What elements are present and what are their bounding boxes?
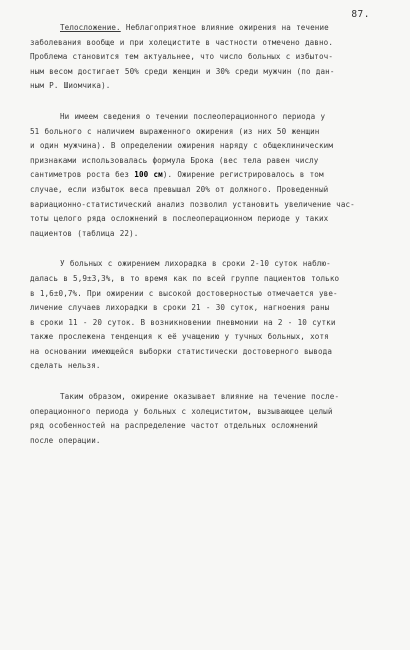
text-line: операционного периода у больных с холециститом, вызывающее целый: [30, 406, 333, 416]
text-line: признаками использовалась формула Брока (вес тела равен числу: [30, 155, 319, 165]
section-heading: Телосложение.: [60, 23, 121, 32]
text-line: пациентов (таблица 22).: [30, 228, 139, 238]
paragraph-fever-stats: [30, 257, 374, 374]
paragraph-constitution: [30, 21, 374, 94]
highlighted-value: 100 см: [134, 170, 163, 180]
text-line: на основании имеющейся выборки статистически достоверного вывода: [30, 346, 332, 356]
text-line: Ни имеем сведения о течении послеоперационного периода у: [60, 111, 326, 121]
text-line: после операции.: [30, 435, 101, 445]
text-line: 51 больного с наличием выраженного ожирения (из них 50 женщин: [30, 126, 320, 136]
page-number: 87.: [351, 9, 370, 20]
text-line: ным Р. Шиомчика).: [30, 81, 111, 91]
text-line: У больных с ожирением лихорадка в сроки 2-10 суток наблю-: [60, 259, 331, 269]
text-line: также прослежена тенденция к её учащению у тучных больных, хотя: [30, 332, 329, 342]
paragraph-obesity-data: [30, 110, 374, 241]
text-line: далась в 5,9±3,3%, в то время как по всей группе пациентов только: [30, 273, 340, 283]
text-line: вариационно-статистический анализ позволил установить увеличение час-: [30, 199, 355, 209]
text-line: случае, если избыток веса превышал 20% от должного. Проведенный: [30, 184, 329, 194]
text-line: в сроки 11 - 20 суток. В возникновении пневмонии на 2 - 10 сутки: [30, 317, 336, 327]
text-line: Проблема становится тем актуальнее, что число больных с избыточ-: [30, 52, 333, 62]
paragraph-conclusion: [30, 390, 374, 448]
text-line: Телосложение. Неблагоприятное влияние ожирения на течение: [60, 23, 329, 32]
text-line: заболевания вообще и при холецистите в частности отмечено давно.: [30, 37, 333, 47]
text-line: Таким образом, ожирение оказывает влияние на течение после-: [60, 392, 340, 402]
text-line: сантиметров роста без 100 см). Ожирение регистрировалось в том: [30, 170, 324, 180]
document-body: [30, 21, 374, 464]
text-line: ным весом достигает 50% среди женщин и 30% среди мужчин (по дан-: [30, 66, 335, 76]
text-line: ряд особенностей на распределение частот отдельных осложнений: [30, 421, 318, 431]
text-line: личение случаев лихорадки в сроки 21 - 30 суток, нагноения раны: [30, 303, 330, 313]
text-line: в 1,6±0,7%. При ожирении с высокой достоверностью отмечается уве-: [30, 288, 338, 298]
text-line: сделать нельзя.: [30, 361, 101, 371]
text-line: и один мужчина). В определении ожирения наряду с общеклиническим: [30, 141, 333, 151]
text-line: тоты целого ряда осложнений в послеоперационном периоде у таких: [30, 214, 329, 224]
